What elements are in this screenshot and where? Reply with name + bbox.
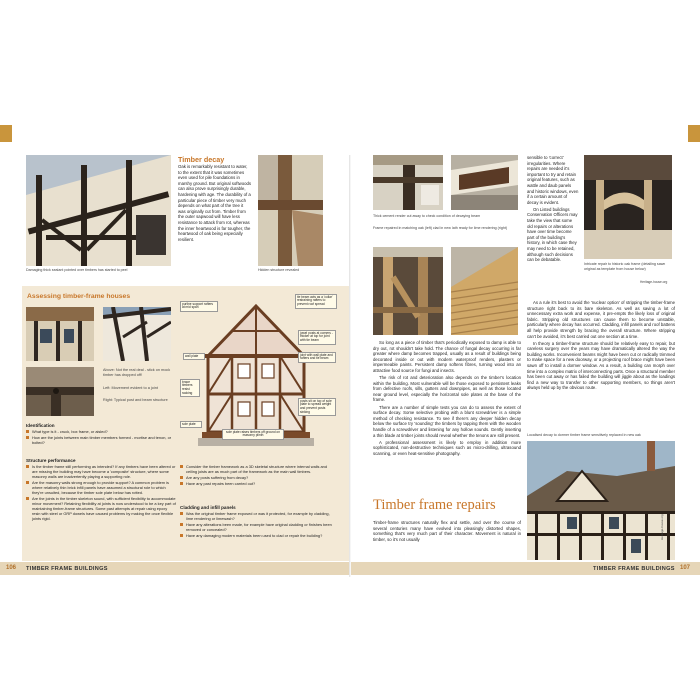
caption-intricate-repair: Intricate repair to historic oak frame (detailing sawn original as template from house below)	[584, 262, 666, 271]
photo-cement-render	[373, 155, 443, 210]
label-tie-beam: tie beam acts as a 'collar' restraining rafters to prevent roof spread	[295, 294, 337, 309]
list-item: How are the joints between main timber members formed - mortise and tenon, or bolted?	[26, 435, 174, 445]
heading-timber-decay: Timber decay	[178, 155, 225, 164]
subhead-identification: Identification	[26, 423, 55, 428]
photo-decaying-beam	[451, 155, 518, 210]
label-joints: joint with wall plate and rafters and tie beam	[298, 352, 336, 363]
photo-joint-movement	[26, 367, 94, 416]
text-col1: So long as a piece of timber that's periodically exposed to damp is able to dry out, rot shouldn't take hold. The chance of fungal decay occurring is far greater where damp becomes trapped, usually as a result of buildings being decorated inside or out with modern waterproof renders, plasters or impermeable paints. Persistent damp softens fibres, turning wood into an attractive food source for fungi and insects. The risk of rot and deterioration also depends on the timber's location within the building. Most vulnerable will be those exposed to persistent leaks from defective roofs, sills, gutters and downpipes, as well as those located near ground level, especially the horizontal sole plates at the base of the frame. There are a number of simple tests you can do to assess the extent of surface decay. Some selective probing with a blunt screwdriver is a simple method of checking resistance. To see if there's any deeper hidden decay below the surface try 'sounding' the timbers by tapping them with the wooden handle of a screwdriver and listening for any hollow sounds. Gently inserting a thin blade at timber joints should reveal whether the tenons are still present. A professional assessment is likely to employ in addition more sophisticated, non-destructive techniques such as micro-drilling, ultrasound scanning, or even heat-sensitive photography.	[373, 340, 521, 456]
caption-joint-movement: Left: Movement evident to a joint	[103, 386, 158, 390]
caption-mock-timber: Above: Not the real deal - stick on mock timber has dropped off!	[103, 368, 171, 377]
label-sole-plate: sole plate	[180, 421, 202, 428]
list-item: Have any alterations been made, for example have original cladding or finishes been removed or concealed?	[180, 522, 335, 532]
caption-peeling-sealant: Damaging thick sealant pointed over timbers has started to peel	[26, 268, 128, 272]
list-item: Have any damaging modern materials been used to clad or repair the building?	[180, 533, 335, 538]
label-sole-sill: sole plate raises timbers off ground on masonry plinth	[222, 429, 284, 440]
right-page-tab	[688, 125, 700, 142]
photo-peeling-sealant	[26, 155, 171, 266]
label-purlins: purline support rafters at mid span	[180, 301, 218, 312]
list-item: Is the timber frame still performing as intended? If any timbers have been altered or are missing the building may have become a 'composite' structure, where some masonry walls are inadvertently playing a supporting role.	[26, 464, 176, 479]
photo-repaired-oak	[373, 247, 443, 335]
structure-performance-list	[26, 464, 176, 521]
subhead-structure-performance: Structure performance	[26, 458, 76, 463]
text-col2-top: sensible to 'correct' irregularities. Where repairs are needed it's important to try and retain original features, such as wattle and daub panels and historic windows, even if a certain amount of decay is evident. On Listed buildings Conservation Officers may take the view that some old repairs or alterations have over time become part of the building's history, in which case they may need to be retained, although such decisions can be debatable.	[527, 155, 579, 263]
photo-dormer-cottage	[527, 441, 675, 560]
footer-title-right: TIMBER FRAME BUILDINGS	[593, 566, 675, 572]
caption-frame-repaired: Frame repaired in matching oak (left) clad in new lath ready for lime rendering (right)	[373, 226, 508, 230]
page-gutter	[349, 155, 351, 577]
caption-cement-render: Thick cement render cut away to check condition of decaying beam	[373, 214, 481, 218]
identification-list	[26, 429, 174, 446]
list-item: What type is it - cruck, box frame, or aisled?	[26, 429, 174, 434]
caption-hidden-structure: Hidden structure revealed	[258, 268, 300, 272]
caption-dormer: Localised decay to dormer timber frame sensitively replaced in new oak	[527, 433, 641, 437]
subhead-cladding: Cladding and infill panels	[180, 505, 236, 510]
cladding-list	[180, 511, 335, 538]
page-number-left: 106	[6, 565, 17, 571]
caption-post-beam: Right: Typical post and beam structure	[103, 398, 168, 402]
photo-mock-timber	[26, 307, 94, 361]
page-number-right: 107	[680, 565, 691, 571]
text-repairs: Timber-frame structures naturally flex and settle, and over the course of several centuries many have evolved into pleasingly distorted shapes, something that's very much part of their character. Movement is natural in timber, so it's not usually	[373, 520, 521, 542]
framework-list	[180, 464, 335, 486]
photo-post-beam	[103, 307, 171, 361]
list-item: Are the masonry walls strong enough to provide support? A common problem is where relatively thin brick infill panels have assumed a structural role to which they're unsuited, because the timber sole plate below has rotted.	[26, 480, 176, 495]
heading-assessing: Assessing timber-frame houses	[27, 293, 131, 300]
left-page-tab	[0, 125, 12, 142]
list-item: Have any past repairs been carried out?	[180, 481, 335, 486]
text-col2: As a rule it's best to avoid the 'nuclear option' of stripping the timber-frame structure right back to its bare skeleton. As well as saving a lot of unnecessary extra work and expense, it pre-empts the likely loss of original fabric. Stripping old structures can cause them to become unstable, particularly where decay has occurred. Cladding, infill panels and roof battens all help provide strength by bracing the overall structure. Where stripping can't be avoided, it's best carried out one section at a time. In theory a timber-frame structure should be relatively easy to repair, but careless surgery over the years may have dramatically altered the way the building works. Inconvenient beams might have been cut or radically trimmed to make space for a new doorway, or a projecting roof brace might have been sawn off to install a dormer window. As a result, a building can morph over time into a complex matrix of interconnecting parts. Once a structural member has been cut away or has failed the building will jiggle about as the loadings find a new way to transfer to other supporting members, so things aren't always held up by the obvious route.	[527, 300, 675, 391]
label-wall-plate: wall plate	[183, 353, 205, 360]
footer-title-left: TIMBER FRAME BUILDINGS	[26, 566, 108, 572]
label-posts: posts sit on top of sole plate to spread weight and prevent posts sinking	[298, 398, 336, 416]
photo-intricate-repair	[584, 155, 672, 259]
text-timber-decay: Oak is remarkably resistant to water, to the extent that it was sometimes even used for pile foundations in marshy ground. But original softwoods can also prove surprisingly durable, hardening with age. The durability of a particular piece of timber very much depends on what part of the tree it was originally cut from. Timber from the outer sapwood will have less resistance to attack from rot, whereas the inner heartwood is far tougher, the heartwood of oak being especially resilient.	[178, 164, 252, 242]
heading-timber-frame-repairs: Timber frame repairs	[373, 497, 496, 513]
credit-heritage: Heritage-house.org	[640, 280, 668, 284]
label-brace: brace timbers resist racking	[180, 379, 200, 397]
list-item: Are any posts suffering from decay?	[180, 475, 335, 480]
photo-lath-cladding	[451, 247, 518, 335]
list-item: Are the joints in the timber skeleton sound, with sufficient flexibility to accommodate minor movement? Retaining flexibility at joints is now understood to be a key part of maintaining timber-frame structures. Some past attempts at repair using epoxy resin with steel or GRP dowels have caused problems by making the once flexible joints rigid.	[26, 496, 176, 521]
label-jowl-posts: jowel posts at corners - thicker at top for joint with tie beam	[298, 330, 336, 345]
photo-hidden-structure	[258, 155, 323, 266]
list-item: Consider the timber framework as a 3D skeletal structure where internal walls and ceiling joists are as much part of the framework as the main wall timbers.	[180, 464, 335, 474]
credit-side: Heritage-house.org	[660, 514, 664, 540]
list-item: Was the original timber frame exposed or was it protected, for example by cladding, lime rendering or limewash?	[180, 511, 335, 521]
